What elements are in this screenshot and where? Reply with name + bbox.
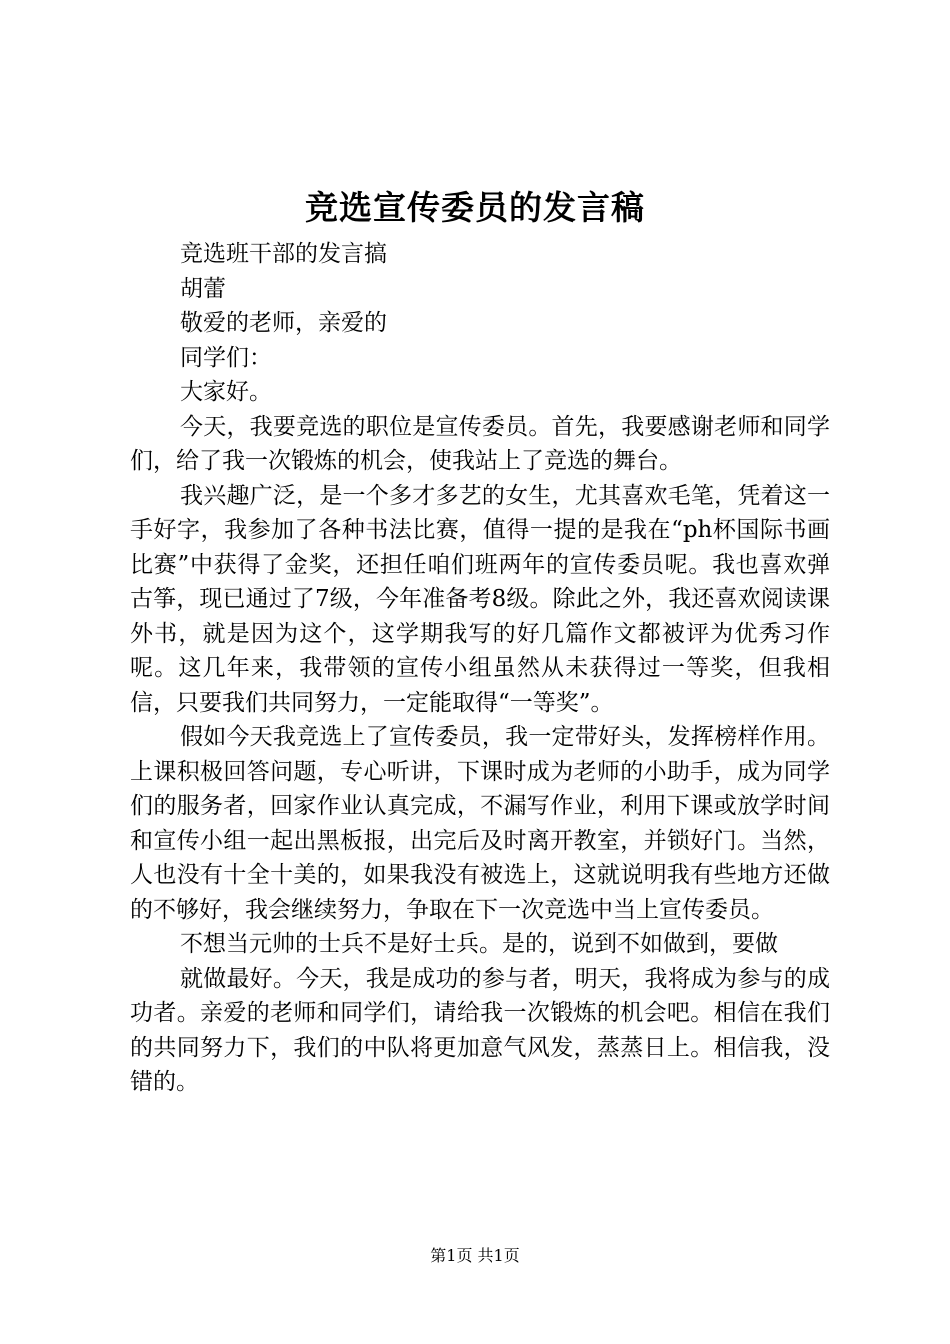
greeting-line-2: 同学们： <box>180 344 272 371</box>
body-paragraph: 假如今天我竞选上了宣传委员，我一定带好头，发挥榜样作用。上课积极回答问题，专心听讲，下课时成为老师的小助手，成为同学们的服务者，回家作业认真完成，不漏写作业，利用下课或放学时间和宣传小组一起出黑板报，出完后及时离开教室，并锁好门。当然，人也没有十全十美的，如果我没有被选上，这就说明我有些地方还做的不够好，我会继续努力，争取在下一次竞选中当上宣传委员。 <box>130 724 830 923</box>
subtitle-line: 竞选班干部的发言搞 <box>180 241 387 267</box>
document-body <box>130 237 830 1100</box>
author-name: 胡蕾 <box>180 275 226 302</box>
body-paragraph: 我兴趣广泛，是一个多才多艺的女生，尤其喜欢毛笔，凭着这一手好字，我参加了各种书法比赛，值得一提的是我在“ph杯国际书画比赛”中获得了金奖，还担任咱们班两年的宣传委员呢。我也喜欢弹古筝，现已通过了7级，今年准备考8级。除此之外，我还喜欢阅读课外书，就是因为这个，这学期我写的好几篇作文都被评为优秀习作呢。这几年来，我带领的宣传小组虽然从未获得过一等奖，但我相信，只要我们共同努力，一定能取得“一等奖”。 <box>130 482 830 716</box>
page-number-footer: 第1页 共1页 <box>430 1246 520 1265</box>
greeting-line-1: 敬爱的老师，亲爱的 <box>180 310 387 336</box>
greeting-line-3: 大家好。 <box>180 379 272 405</box>
body-paragraph: 不想当元帅的士兵不是好士兵。是的，说到不如做到，要做 <box>180 931 778 957</box>
document-title: 竞选宣传委员的发言稿 <box>305 188 645 227</box>
body-paragraph: 就做最好。今天，我是成功的参与者，明天，我将成为参与的成功者。亲爱的老师和同学们，请给我一次锻炼的机会吧。相信在我们的共同努力下，我们的中队将更加意气风发，蒸蒸日上。相信我，没错的。 <box>130 965 830 1095</box>
body-paragraph: 今天，我要竞选的职位是宣传委员。首先，我要感谢老师和同学们，给了我一次锻炼的机会，使我站上了竞选的舞台。 <box>130 413 830 474</box>
